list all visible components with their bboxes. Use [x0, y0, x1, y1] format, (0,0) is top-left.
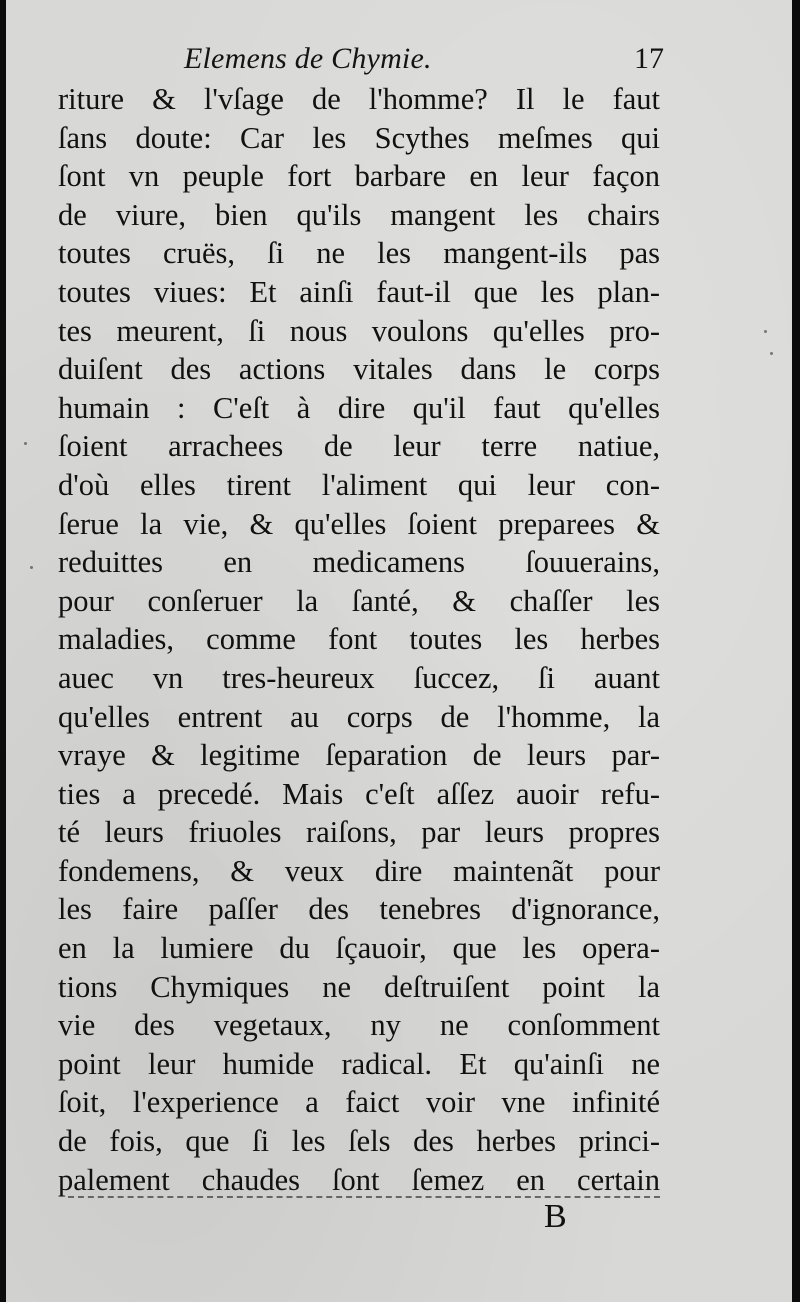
text-line: fondemens, & veux dire maintenãt pour — [58, 853, 660, 888]
book-page — [6, 0, 792, 1302]
text-line: qu'elles entrent au corps de l'homme, la — [58, 699, 660, 734]
text-line: palement chaudes ſont ſemez en certain — [58, 1162, 660, 1197]
ink-speck — [770, 352, 773, 355]
signature-mark: B — [544, 1198, 567, 1235]
text-line: ties a precedé. Mais c'eſt aſſez auoir refu- — [58, 776, 660, 811]
text-line: tions Chymiques ne deſtruiſent point la — [58, 969, 660, 1004]
text-line: ſoit, l'experience a faict voir vne infinité — [58, 1085, 660, 1120]
text-line: ſoient arrachees de leur terre natiue, — [58, 429, 660, 464]
ink-speck — [764, 330, 767, 333]
body-text — [58, 80, 660, 1199]
text-line: humain : C'eſt à dire qu'il faut qu'elles — [58, 390, 660, 425]
text-line: ſans doute: Car les Scythes meſmes qui — [58, 120, 660, 155]
text-line: reduittes en medicamens ſouuerains, — [58, 545, 660, 580]
text-line: les faire paſſer des tenebres d'ignorance, — [58, 892, 660, 927]
text-line: té leurs friuoles raiſons, par leurs propres — [58, 815, 660, 850]
text-line: maladies, comme font toutes les herbes — [58, 622, 660, 657]
text-line: toutes cruës, ſi ne les mangent-ils pas — [58, 236, 660, 271]
text-line: riture & l'vſage de l'homme? Il le faut — [58, 82, 660, 116]
text-line: vraye & legitime ſeparation de leurs par- — [58, 738, 660, 773]
footer-rule — [68, 1196, 660, 1198]
ink-speck — [30, 566, 33, 569]
text-line: pour conſeruer la ſanté, & chaſſer les — [58, 583, 660, 618]
text-line: tes meurent, ſi nous voulons qu'elles pro- — [58, 313, 660, 348]
text-line: toutes viues: Et ainſi faut-il que les plan- — [58, 274, 660, 309]
text-line: ſerue la vie, & qu'elles ſoient preparees & — [58, 506, 660, 541]
text-line: de fois, que ſi les ſels des herbes princi- — [58, 1124, 660, 1159]
text-line: ſont vn peuple fort barbare en leur façon — [58, 159, 660, 194]
text-line: point leur humide radical. Et qu'ainſi ne — [58, 1046, 660, 1081]
text-line: en la lumiere du ſçauoir, que les opera- — [58, 931, 660, 966]
running-title: Elemens de Chymie. — [184, 42, 432, 75]
text-line: auec vn tres-heureux ſuccez, ſi auant — [58, 660, 660, 695]
text-line: d'où elles tirent l'aliment qui leur con- — [58, 467, 660, 502]
ink-speck — [24, 442, 27, 445]
text-line: vie des vegetaux, ny ne conſomment — [58, 1008, 660, 1043]
text-line: duiſent des actions vitales dans le corps — [58, 352, 660, 387]
page-number: 17 — [634, 42, 664, 75]
page-header — [184, 42, 664, 84]
text-line: de viure, bien qu'ils mangent les chairs — [58, 197, 660, 232]
